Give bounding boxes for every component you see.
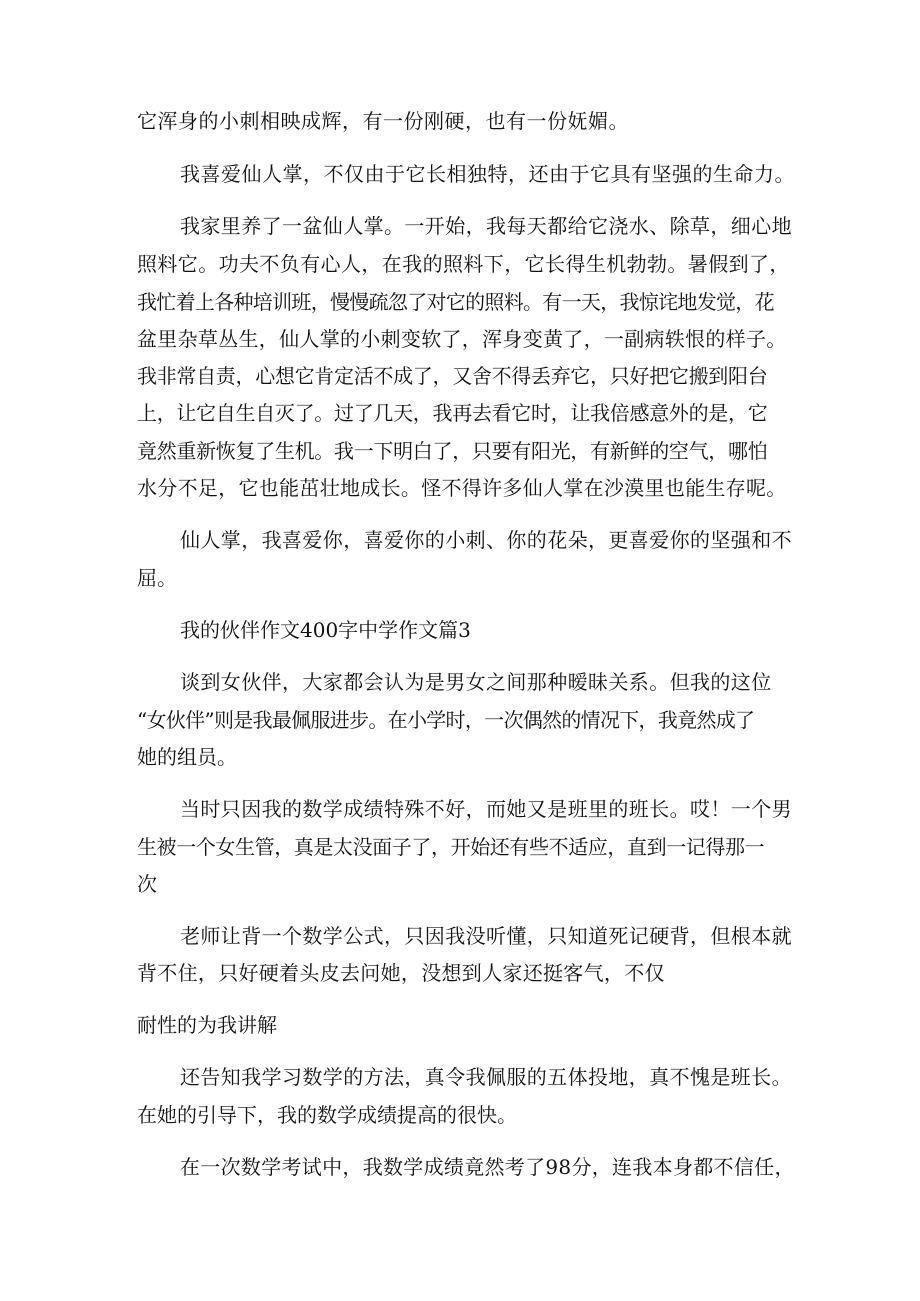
text-line: 她的组员。 — [137, 745, 237, 769]
text-line: 老师让背一个数学公式，只因我没听懂，只知道死记硬背，但根本就 — [180, 924, 792, 948]
text-line: 水分不足，它也能茁壮地成长。怪不得许多仙人掌在沙漠里也能生存呢。 — [137, 476, 787, 500]
text-line: 还告知我学习数学的方法，真令我佩服的五体投地，真不愧是班长。 — [180, 1065, 792, 1089]
text-line: 上，让它自生自灭了。过了几天，我再去看它时，让我倍感意外的是，它 — [137, 401, 768, 425]
text-line: 在一次数学考试中，我数学成绩竟然考了98分，连我本身都不信任， — [180, 1155, 795, 1179]
text-line: 在她的引导下，我的数学成绩提高的很快。 — [137, 1103, 517, 1127]
text-line: 我非常自责，心想它肯定活不成了，又舍不得丢弃它，只好把它搬到阳台 — [137, 364, 768, 388]
section-heading: 我的伙伴作文400字中学作文篇3 — [180, 618, 471, 642]
text-line: 耐性的为我讲解 — [137, 1013, 277, 1037]
text-line: 当时只因我的数学成绩特殊不好，而她又是班里的班长。哎！一个男 — [180, 797, 792, 821]
text-line: 它浑身的小刺相映成辉，有一份刚硬，也有一份妩媚。 — [137, 109, 629, 133]
text-line: 我家里养了一盆仙人掌。一开始，我每天都给它浇水、除草，细心地 — [180, 214, 792, 238]
text-line: “女伙伴”则是我最佩服进步。在小学时，一次偶然的情况下，我竟然成了 — [137, 708, 755, 732]
text-line: 竟然重新恢复了生机。我一下明白了，只要有阳光，有新鲜的空气，哪怕 — [137, 439, 768, 463]
text-line: 背不住，只好硬着头皮去问她，没想到人家还挺客气，不仅 — [137, 961, 665, 985]
text-line: 仙人掌，我喜爱你，喜爱你的小刺、你的花朵，更喜爱你的坚强和不 — [180, 528, 792, 552]
text-line: 生被一个女生管，真是太没面子了，开始还有些不适应，直到一记得那一 — [137, 835, 765, 859]
text-line: 我喜爱仙人掌，不仅由于它长相独特，还由于它具有坚强的生命力。 — [180, 162, 795, 186]
text-line: 次 — [137, 872, 157, 896]
text-line: 照料它。功夫不负有心人，在我的照料下，它长得生机勃勃。暑假到了， — [137, 252, 790, 276]
text-line: 谈到女伙伴，大家都会认为是男女之间那种暧昧关系。但我的这位 — [180, 670, 772, 694]
text-line: 盆里杂草丛生，仙人掌的小刺变软了，浑身变黄了，一副病轶恨的样子。 — [137, 327, 787, 351]
text-line: 我忙着上各种培训班，慢慢疏忽了对它的照料。有一天，我惊诧地发觉，花 — [137, 290, 774, 314]
text-line: 屈。 — [137, 566, 177, 590]
